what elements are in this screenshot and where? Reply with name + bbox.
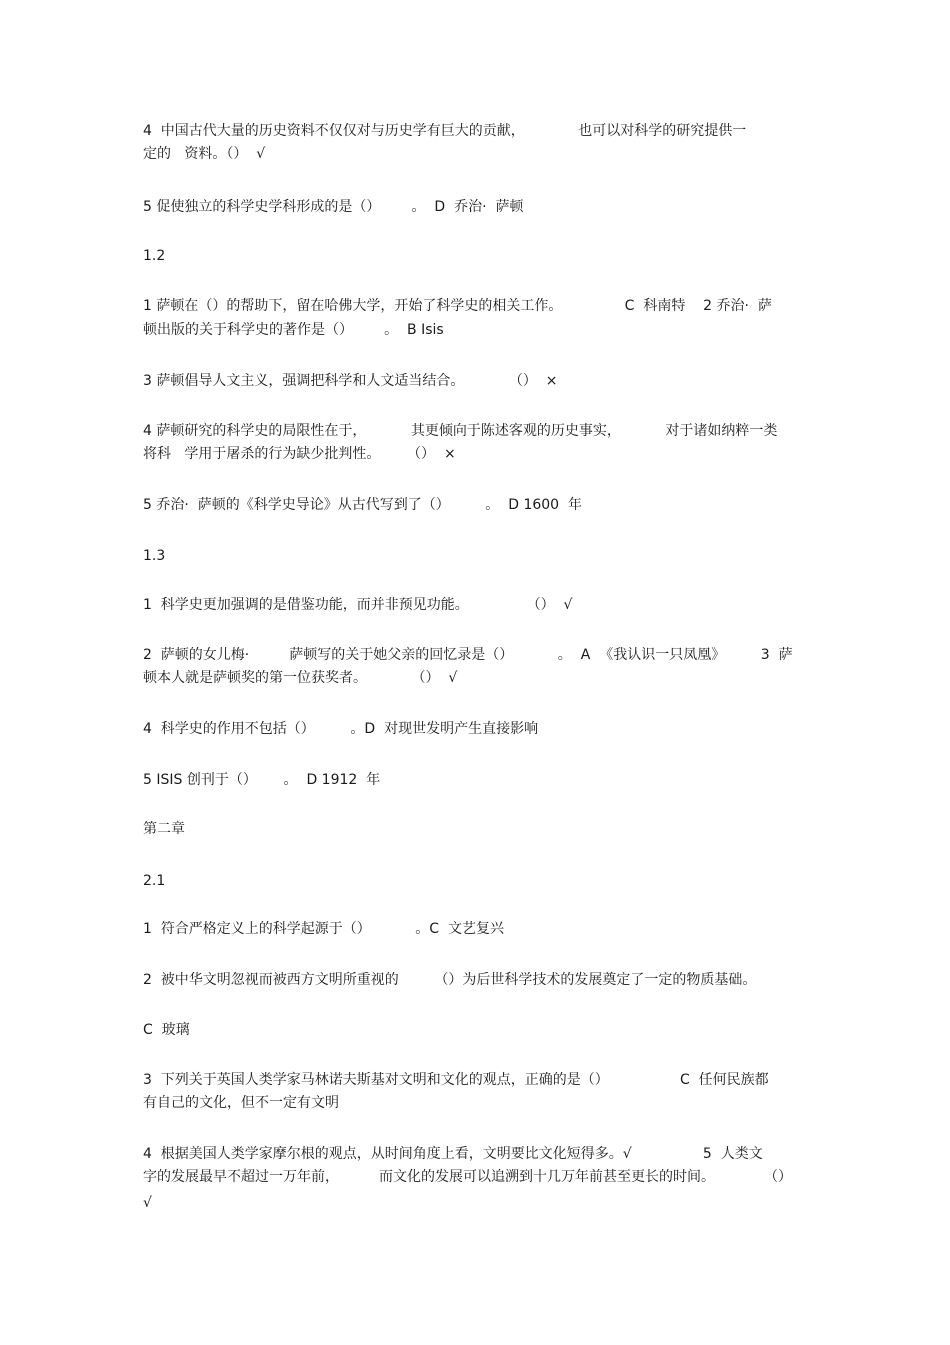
section-heading: 1.2 xyxy=(143,248,166,264)
text-line: 5 ISIS 创刊于（） 。 D 1912 年 xyxy=(143,772,381,788)
text-line: 3 萨顿倡导人文主义，强调把科学和人文适当结合。 （） × xyxy=(143,373,558,389)
text-line: 字的发展最早不超过一万年前， 而文化的发展可以追溯到十几万年前甚至更长的时间。 （） xyxy=(143,1169,793,1185)
chapter-heading: 第二章 xyxy=(143,821,185,837)
text-line: 1 符合严格定义上的科学起源于（） 。C 文艺复兴 xyxy=(143,921,504,937)
text-line: 将科 学用于屠杀的行为缺少批判性。 （） × xyxy=(143,446,456,462)
section-heading: 2.1 xyxy=(143,873,166,889)
text-line: 顿出版的关于科学史的著作是（） 。 B Isis xyxy=(143,322,444,338)
text-line: 5 乔治· 萨顿的《科学史导论》从古代写到了（） 。 D 1600 年 xyxy=(143,497,582,513)
text-line: 3 下列关于英国人类学家马林诺夫斯基对文明和文化的观点，正确的是（） C 任何民族都 xyxy=(143,1072,769,1088)
text-line: 有自己的文化，但不一定有文明 xyxy=(143,1095,339,1111)
text-line: 4 萨顿研究的科学史的局限性在于， 其更倾向于陈述客观的历史事实， 对于诸如纳粹一类 xyxy=(143,423,778,439)
text-line: C 玻璃 xyxy=(143,1022,190,1038)
text-line: 4 科学史的作用不包括（） 。D 对现世发明产生直接影响 xyxy=(143,721,539,737)
text-line: 4 根据美国人类学家摩尔根的观点，从时间角度上看，文明要比文化短得多。√ 5 人类文 xyxy=(143,1146,763,1162)
text-line: 4 中国古代大量的历史资料不仅仅对与历史学有巨大的贡献， 也可以对科学的研究提供一 xyxy=(143,123,747,139)
section-heading: 1.3 xyxy=(143,548,166,564)
text-line: 2 萨顿的女儿梅· 萨顿写的关于她父亲的回忆录是（） 。 A 《我认识一只凤凰》 3 萨 xyxy=(143,647,793,663)
text-line: 顿本人就是萨顿奖的第一位获奖者。 （） √ xyxy=(143,670,458,686)
text-line: 定的 资料。（） √ xyxy=(143,146,266,162)
text-line: 1 萨顿在（）的帮助下，留在哈佛大学，开始了科学史的相关工作。 C 科南特 2 乔治· 萨 xyxy=(143,298,772,314)
text-line: √ xyxy=(143,1195,152,1211)
text-line: 1 科学史更加强调的是借鉴功能，而并非预见功能。 （） √ xyxy=(143,597,573,613)
text-line: 2 被中华文明忽视而被西方文明所重视的 （）为后世科学技术的发展奠定了一定的物质基础。 xyxy=(143,972,757,988)
text-line: 5 促使独立的科学史学科形成的是（） 。 D 乔治· 萨顿 xyxy=(143,199,524,215)
